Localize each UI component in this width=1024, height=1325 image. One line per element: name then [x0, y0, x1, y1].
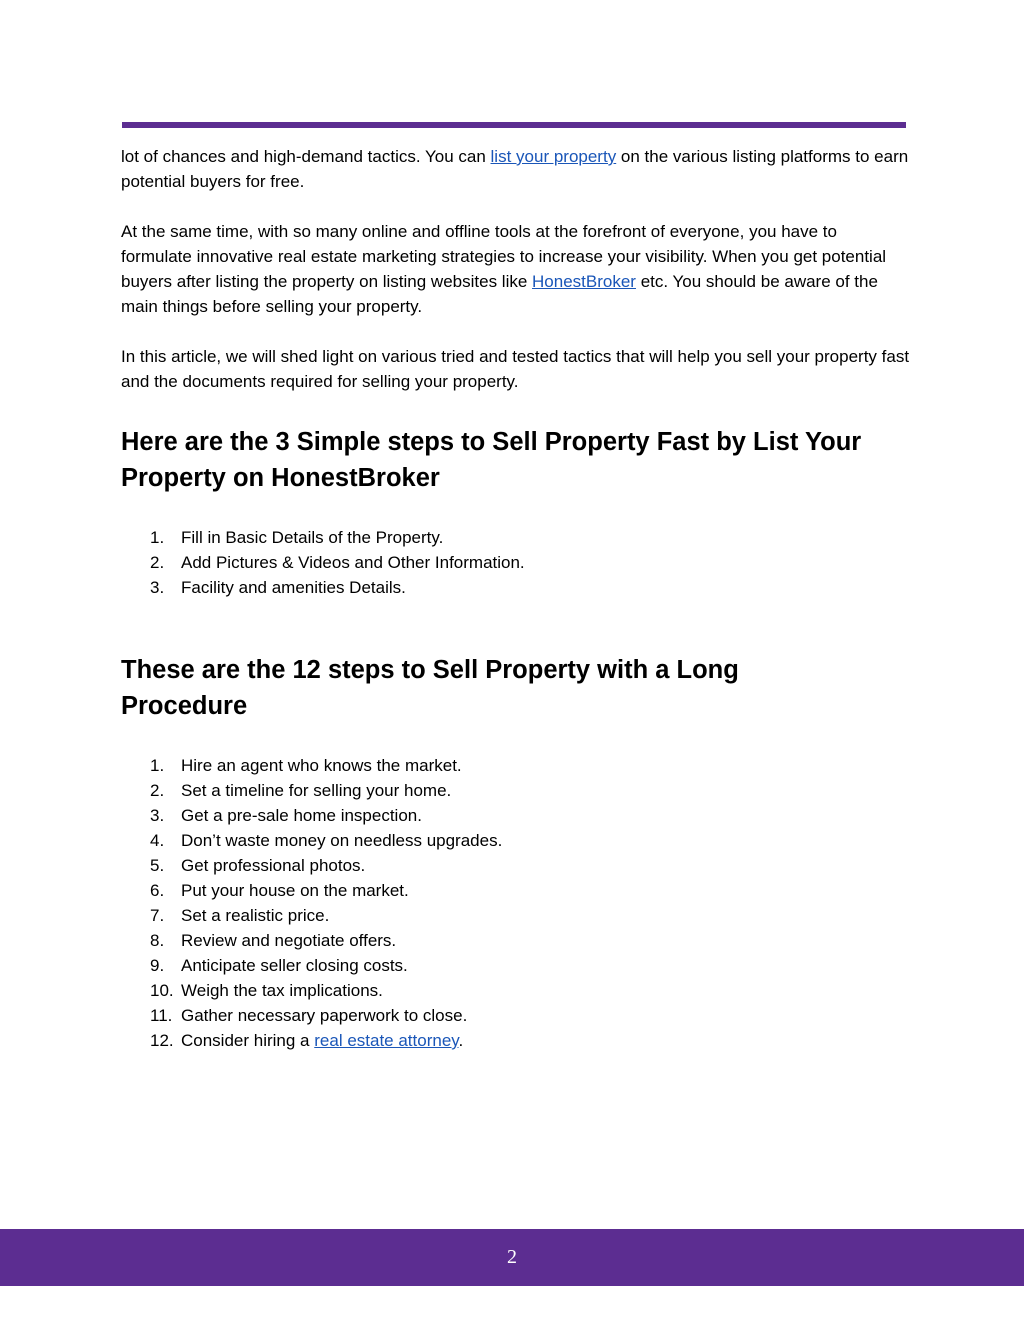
intro-paragraph-2	[121, 219, 911, 319]
list-item-text: Set a timeline for selling your home.	[181, 781, 452, 800]
list-item-text: Set a realistic price.	[181, 906, 330, 925]
list-item-text: Anticipate seller closing costs.	[181, 956, 408, 975]
list-item-number: 12.	[150, 1031, 174, 1050]
list-item-text: Add Pictures & Videos and Other Information.	[181, 553, 525, 572]
list-item	[121, 878, 911, 903]
list-item-text-part: .	[458, 1031, 464, 1050]
top-accent-rule	[122, 122, 906, 128]
list-item	[121, 575, 911, 600]
list-item	[121, 903, 911, 928]
list-item-number: 3.	[150, 806, 165, 825]
list-item-text: Gather necessary paperwork to close.	[181, 1006, 468, 1025]
intro-text: lot of chances and high-demand tactics. You can	[121, 147, 491, 166]
intro-text: on the various listing platforms to earn potential buyers for free.	[121, 147, 909, 191]
section-heading-long-procedure: These are the 12 steps to Sell Property with a Long Procedure	[121, 656, 739, 720]
list-item-number: 6.	[150, 881, 165, 900]
list-item-text: Facility and amenities Details.	[181, 578, 406, 597]
list-item-text: Hire an agent who knows the market.	[181, 756, 462, 775]
list-item-number: 1.	[150, 528, 165, 547]
list-item-text-part: Consider hiring a	[181, 1031, 315, 1050]
list-item	[121, 803, 911, 828]
list-item-number: 10.	[150, 981, 174, 1000]
list-item	[121, 1003, 911, 1028]
intro-text: At the same time, with so many online and offline tools at the forefront of everyone, you have to formulate innovative real estate marketing strategies to increase your visibility. When you get potential buyers after listing the property on listing websites like	[121, 222, 887, 291]
list-item	[121, 828, 911, 853]
list-item-text	[181, 1028, 463, 1053]
list-item	[121, 853, 911, 878]
list-item-number: 1.	[150, 756, 165, 775]
intro-paragraph-3: In this article, we will shed light on various tried and tested tactics that will help you sell your property fast and the documents required for selling your property.	[121, 347, 910, 391]
list-item-text: Get a pre-sale home inspection.	[181, 806, 422, 825]
list-your-property-link[interactable]: list your property	[490, 147, 617, 166]
list-item-number: 5.	[150, 856, 165, 875]
list-item	[121, 753, 911, 778]
list-item	[121, 550, 911, 575]
page-content	[121, 144, 911, 1053]
list-item-text: Review and negotiate offers.	[181, 931, 397, 950]
list-item	[121, 928, 911, 953]
list-item-number: 11.	[150, 1006, 173, 1025]
list-item	[121, 1028, 911, 1053]
list-item-text: Fill in Basic Details of the Property.	[181, 528, 444, 547]
list-item	[121, 953, 911, 978]
list-item	[121, 978, 911, 1003]
intro-text: etc. You should be aware of the main things before selling your property.	[121, 272, 878, 316]
list-item-text: Put your house on the market.	[181, 881, 409, 900]
long-procedure-list	[121, 753, 911, 1053]
real-estate-attorney-link[interactable]: real estate attorney	[314, 1031, 459, 1050]
list-item-number: 8.	[150, 931, 165, 950]
page-number: 2	[507, 1246, 517, 1268]
list-item-number: 7.	[150, 906, 165, 925]
list-item-text: Don’t waste money on needless upgrades.	[181, 831, 503, 850]
list-item	[121, 525, 911, 550]
list-item-text: Weigh the tax implications.	[181, 981, 383, 1000]
list-item-number: 2.	[150, 553, 165, 572]
list-item-number: 4.	[150, 831, 165, 850]
simple-steps-list	[121, 525, 911, 600]
list-item-text: Get professional photos.	[181, 856, 366, 875]
honestbroker-link[interactable]: HonestBroker	[532, 272, 636, 291]
list-item-number: 9.	[150, 956, 165, 975]
list-item-number: 3.	[150, 578, 165, 597]
intro-paragraph-1	[121, 144, 911, 194]
list-item-number: 2.	[150, 781, 165, 800]
footer-bar	[0, 1229, 1024, 1286]
list-item	[121, 778, 911, 803]
section-heading-simple-steps: Here are the 3 Simple steps to Sell Property Fast by List Your Property on HonestBroker	[121, 428, 862, 492]
